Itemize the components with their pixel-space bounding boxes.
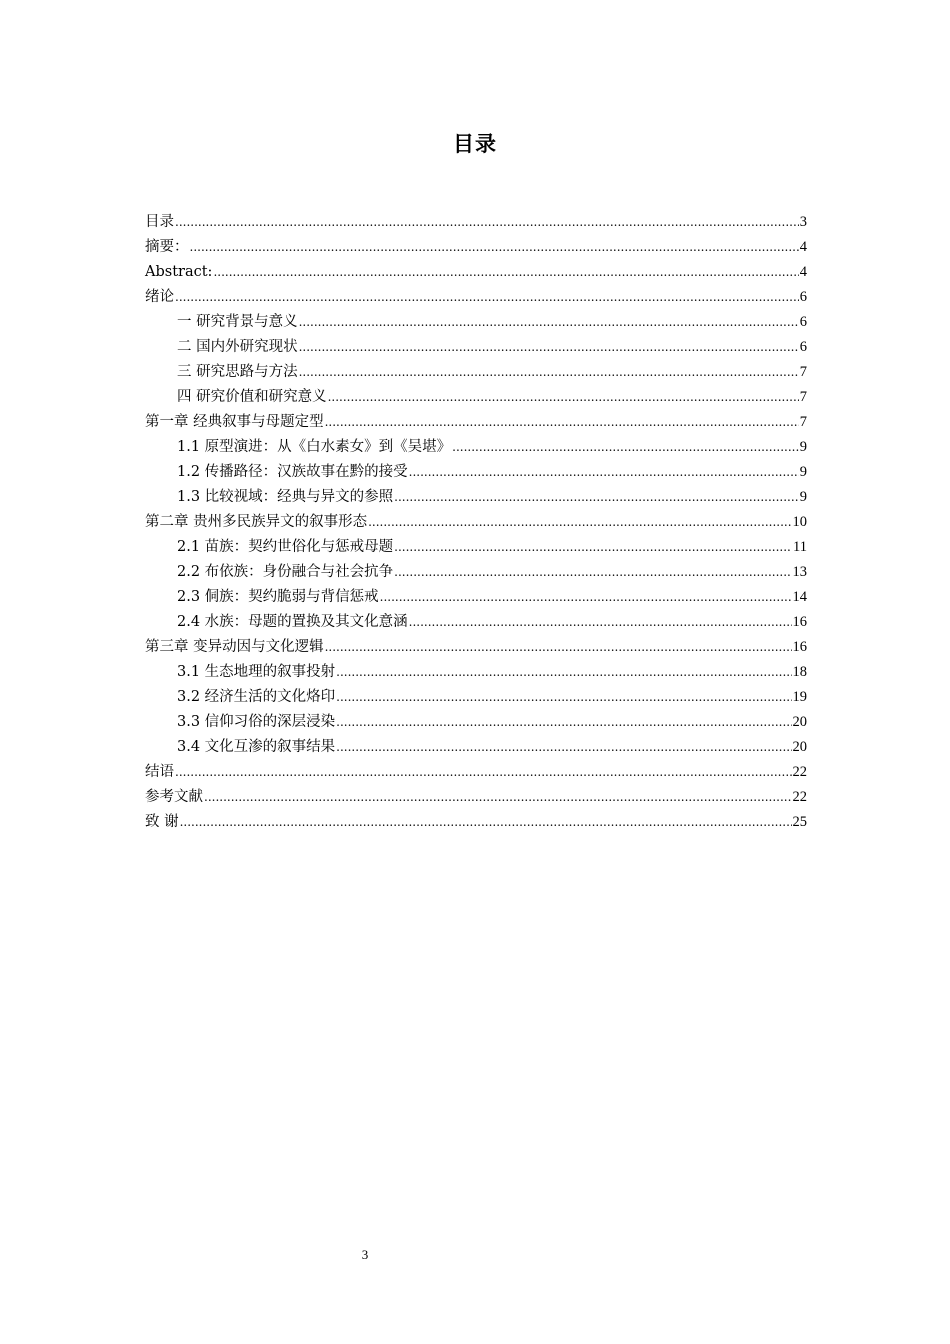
toc-entry-label: 3.2 经济生活的文化烙印 bbox=[177, 689, 336, 705]
toc-entry[interactable] bbox=[145, 635, 807, 660]
toc-entry-page: 14 bbox=[792, 589, 807, 605]
toc-entry-label: 一 研究背景与意义 bbox=[177, 314, 298, 330]
toc-entry-label: 三 研究思路与方法 bbox=[177, 364, 298, 380]
toc-entry-label: 目录 bbox=[145, 214, 174, 230]
toc-entry-page: 4 bbox=[799, 264, 807, 280]
toc-dot-leader bbox=[336, 685, 791, 710]
toc-entry-page: 25 bbox=[792, 814, 807, 830]
toc-entry[interactable] bbox=[145, 560, 807, 585]
toc-dot-leader bbox=[299, 335, 799, 360]
toc-dot-leader bbox=[394, 535, 792, 560]
toc-dot-leader bbox=[190, 235, 799, 260]
toc-entry-page: 20 bbox=[792, 739, 807, 755]
toc-entry-label: 摘要： bbox=[145, 239, 189, 255]
page-number: 3 bbox=[361, 1247, 369, 1262]
toc-entry-page: 11 bbox=[793, 539, 807, 555]
toc-entry-label: 2.3 侗族：契约脆弱与背信惩戒 bbox=[177, 589, 379, 605]
page-title: 目录 bbox=[453, 132, 497, 156]
toc-entry-page: 9 bbox=[799, 464, 807, 480]
toc-entry-page: 10 bbox=[792, 514, 807, 530]
toc-entry[interactable] bbox=[145, 510, 807, 535]
toc-dot-leader bbox=[175, 760, 792, 785]
toc-entry-label: 二 国内外研究现状 bbox=[177, 339, 298, 355]
toc-dot-leader bbox=[394, 560, 791, 585]
toc-dot-leader bbox=[336, 660, 791, 685]
table-of-contents bbox=[145, 210, 807, 835]
toc-entry-page: 9 bbox=[799, 439, 807, 455]
toc-dot-leader bbox=[336, 710, 791, 735]
toc-dot-leader bbox=[213, 260, 798, 285]
toc-entry[interactable] bbox=[145, 535, 807, 560]
toc-entry-page: 6 bbox=[799, 339, 807, 355]
toc-entry[interactable] bbox=[145, 310, 807, 335]
toc-entry-label: 2.1 苗族：契约世俗化与惩戒母题 bbox=[177, 539, 394, 555]
toc-dot-leader bbox=[328, 385, 799, 410]
toc-entry[interactable] bbox=[145, 435, 807, 460]
toc-entry-label: 致 谢 bbox=[145, 814, 179, 830]
toc-dot-leader bbox=[452, 435, 799, 460]
toc-entry-page: 22 bbox=[792, 764, 807, 780]
toc-entry-label: 3.1 生态地理的叙事投射 bbox=[177, 664, 336, 680]
toc-entry[interactable] bbox=[145, 710, 807, 735]
toc-entry-label: 3.4 文化互渗的叙事结果 bbox=[177, 739, 336, 755]
toc-entry[interactable] bbox=[145, 660, 807, 685]
toc-entry-label: 2.2 布依族：身份融合与社会抗争 bbox=[177, 564, 394, 580]
toc-dot-leader bbox=[175, 210, 799, 235]
toc-entry-page: 3 bbox=[799, 214, 807, 230]
toc-entry-label: 第三章 变异动因与文化逻辑 bbox=[145, 639, 324, 655]
toc-dot-leader bbox=[336, 735, 791, 760]
toc-dot-leader bbox=[380, 585, 792, 610]
toc-dot-leader bbox=[409, 610, 792, 635]
toc-entry-page: 19 bbox=[792, 689, 807, 705]
toc-dot-leader bbox=[204, 785, 792, 810]
toc-entry[interactable] bbox=[145, 485, 807, 510]
toc-entry-label: 2.4 水族：母题的置换及其文化意涵 bbox=[177, 614, 408, 630]
toc-dot-leader bbox=[394, 485, 799, 510]
toc-entry[interactable] bbox=[145, 260, 807, 285]
toc-entry-page: 7 bbox=[799, 364, 807, 380]
toc-entry[interactable] bbox=[145, 385, 807, 410]
toc-entry[interactable] bbox=[145, 460, 807, 485]
toc-entry-label: 参考文献 bbox=[145, 789, 203, 805]
toc-entry[interactable] bbox=[145, 610, 807, 635]
toc-entry-page: 13 bbox=[792, 564, 807, 580]
toc-dot-leader bbox=[175, 285, 799, 310]
toc-entry-label: 第一章 经典叙事与母题定型 bbox=[145, 414, 324, 430]
toc-entry[interactable] bbox=[145, 760, 807, 785]
toc-entry[interactable] bbox=[145, 210, 807, 235]
toc-entry-page: 6 bbox=[799, 314, 807, 330]
toc-dot-leader bbox=[409, 460, 799, 485]
toc-entry-label: 1.1 原型演进：从《白水素女》到《吴堪》 bbox=[177, 439, 452, 455]
toc-entry[interactable] bbox=[145, 410, 807, 435]
toc-entry-label: 四 研究价值和研究意义 bbox=[177, 389, 327, 405]
toc-entry-label: 3.3 信仰习俗的深层浸染 bbox=[177, 714, 336, 730]
toc-entry-label: 1.3 比较视域：经典与异文的参照 bbox=[177, 489, 394, 505]
toc-entry-page: 16 bbox=[792, 639, 807, 655]
toc-dot-leader bbox=[180, 810, 792, 835]
toc-dot-leader bbox=[325, 410, 799, 435]
toc-entry-label: 1.2 传播路径：汉族故事在黔的接受 bbox=[177, 464, 408, 480]
toc-entry[interactable] bbox=[145, 785, 807, 810]
toc-entry[interactable] bbox=[145, 285, 807, 310]
toc-dot-leader bbox=[325, 635, 792, 660]
toc-entry[interactable] bbox=[145, 585, 807, 610]
toc-entry-label: 第二章 贵州多民族异文的叙事形态 bbox=[145, 514, 368, 530]
toc-entry[interactable] bbox=[145, 235, 807, 260]
toc-entry-page: 7 bbox=[799, 414, 807, 430]
toc-entry-page: 7 bbox=[799, 389, 807, 405]
toc-entry[interactable] bbox=[145, 735, 807, 760]
toc-entry[interactable] bbox=[145, 685, 807, 710]
toc-entry-page: 18 bbox=[792, 664, 807, 680]
toc-entry-page: 22 bbox=[792, 789, 807, 805]
toc-entry-page: 9 bbox=[799, 489, 807, 505]
toc-entry-page: 20 bbox=[792, 714, 807, 730]
toc-entry-label: 结语 bbox=[145, 764, 174, 780]
toc-entry-label: 绪论 bbox=[145, 289, 174, 305]
toc-entry[interactable] bbox=[145, 335, 807, 360]
toc-entry-page: 16 bbox=[792, 614, 807, 630]
toc-entry-page: 6 bbox=[799, 289, 807, 305]
toc-dot-leader bbox=[368, 510, 791, 535]
toc-dot-leader bbox=[299, 310, 799, 335]
toc-entry[interactable] bbox=[145, 810, 807, 835]
toc-dot-leader bbox=[299, 360, 799, 385]
toc-entry-page: 4 bbox=[799, 239, 807, 255]
toc-entry[interactable] bbox=[145, 360, 807, 385]
toc-entry-label: Abstract: bbox=[145, 264, 213, 280]
